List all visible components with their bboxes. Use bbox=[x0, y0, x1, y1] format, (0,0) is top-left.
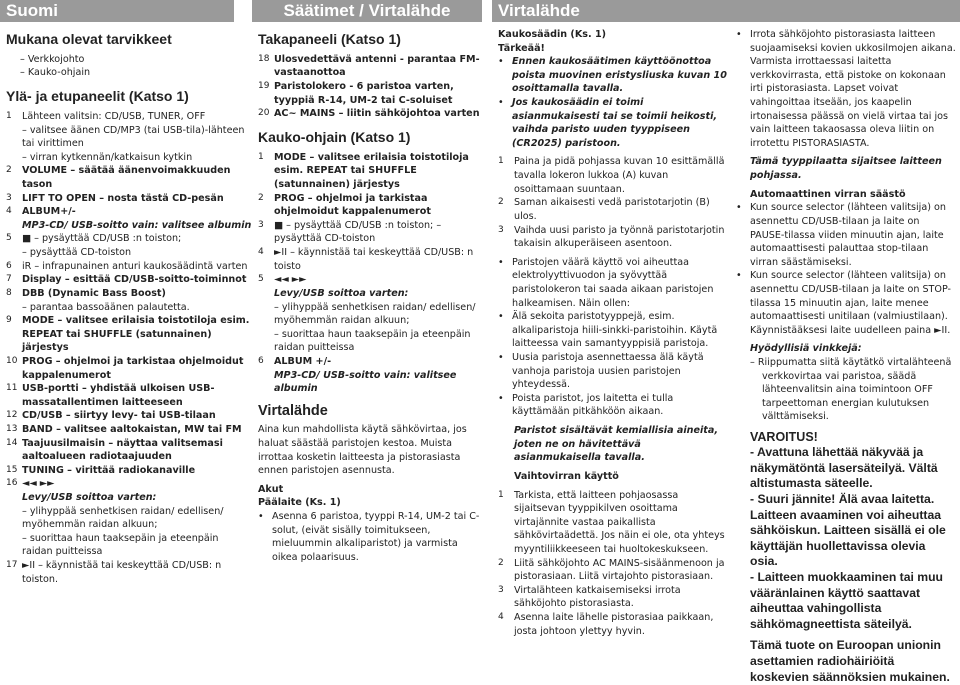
tips-text: – Riippumatta siitä käytätkö virtalähteenä verkkovirtaa vai paristoa, säädä lähteenvalitsin aina toimintoon OFF tarpeettoman energian kulutuksen välttämiseksi. bbox=[736, 356, 956, 424]
accessories-title: Mukana olevat tarvikkeet bbox=[6, 31, 172, 47]
item-text: – ylihyppää senhetkisen raidan/ edellisen/ myöhemmän raidan alkuun; bbox=[22, 505, 224, 531]
warning-line: - Avattuna lähettää näkyvää ja näkymätöntä lasersäteilyä. Vältä altistumasta säteelle. bbox=[750, 445, 938, 491]
section-header-virtalahde: Virtalähde bbox=[492, 0, 960, 22]
item-number: 1 bbox=[498, 156, 504, 167]
list-item bbox=[258, 287, 482, 301]
item-number: 11 bbox=[6, 383, 18, 394]
item-number: 16 bbox=[6, 478, 18, 489]
item-text: ►II – käynnistää tai keskeyttää CD/USB: n toisto bbox=[274, 247, 474, 272]
list-item bbox=[6, 232, 252, 246]
item-number: 19 bbox=[258, 81, 270, 92]
list-item bbox=[6, 505, 252, 532]
remote-label: Kaukosäädin (Ks. 1) bbox=[498, 29, 607, 40]
item-text: Taajuusilmaisin – näyttaa valitsemasi aaltoalueen radiotaajuuden bbox=[22, 437, 223, 463]
auto-standby-list bbox=[736, 201, 956, 337]
item-text: ◄◄ ►► bbox=[274, 274, 307, 286]
power-title: Virtalähde bbox=[258, 402, 328, 419]
item-text: ►II – käynnistää tai keskeyttää CD/USB: n toiston. bbox=[22, 560, 222, 585]
item-text: Liitä sähköjohto AC MAINS-sisäänmenoon ja pistorasiaan. Liitä virtajohto pistorasiaan. bbox=[514, 557, 725, 583]
item-text: – ylihyppää senhetkisen raidan/ edellisen/ myöhemmän raidan alkuun; bbox=[274, 301, 476, 327]
list-item bbox=[736, 269, 956, 337]
important-label: Tärkeää! bbox=[498, 42, 545, 54]
item-number bbox=[6, 301, 22, 315]
item-number: 3 bbox=[6, 192, 12, 203]
item-number: 4 bbox=[258, 247, 264, 258]
list-item bbox=[258, 151, 482, 192]
item-number: 6 bbox=[258, 355, 264, 366]
item-number bbox=[6, 505, 22, 532]
item-number bbox=[6, 246, 22, 260]
rear-panel-title: Takapaneeli (Katso 1) bbox=[258, 31, 401, 47]
item-text: Ulosvedettävä antenni - parantaa FM-vastaanottoa bbox=[274, 53, 480, 79]
item-text: iR – infrapunainen anturi kaukosäädintä varten bbox=[22, 260, 248, 272]
item-number: 6 bbox=[6, 260, 12, 271]
list-item bbox=[258, 355, 482, 369]
list-item: • Irrota sähköjohto pistorasiasta laitteen suojaamiseksi kovien ukkosilmojen aikana. Varmista irrottaessasi laitetta verkkovirrasta, että pistoke on kokonaan irti pistorasiasta. Lapset voivat vahingoittaa itseään, jos kaapelin irtonaisessa päässä on vielä virtaa tai jos vain laitteen takaosassa oleva liitin on irrotettu PISTORASIASTA. bbox=[736, 29, 956, 149]
ac-steps bbox=[498, 489, 728, 639]
item-text: – valitsee äänen CD/MP3 (tai USB-tila)-lähteen tai virittimen bbox=[22, 124, 245, 150]
panel-title: Ylä- ja etupaneelit (Katso 1) bbox=[6, 88, 189, 105]
auto-standby-title: Automaattinen virran säästö bbox=[750, 188, 906, 200]
item-text: PROG – ohjelmoi ja tarkistaa ohjelmoidut kappalenumerot bbox=[22, 355, 244, 381]
bullet-icon: • bbox=[498, 56, 504, 68]
list-item bbox=[6, 151, 252, 165]
list-item bbox=[498, 310, 728, 351]
item-number: 5 bbox=[258, 274, 264, 285]
control-list bbox=[6, 110, 252, 586]
remote-control-list bbox=[258, 151, 482, 396]
bullet-icon: • bbox=[498, 311, 504, 323]
item-text: Älä sekoita paristotyyppejä, esim. alkaliparistoja hiili-sinkki-paristoihin. Käytä laitteessa vain samantyyppisiä paristoja. bbox=[512, 311, 718, 350]
warning-line: Tämä tuote on Euroopan unionin asettamien radiohäiriöitä koskevien säännöksien mukainen. bbox=[750, 638, 950, 684]
item-number: 12 bbox=[6, 410, 18, 421]
bullet-icon: • bbox=[498, 352, 504, 364]
battery-steps bbox=[498, 155, 728, 250]
bullet-icon: • bbox=[498, 256, 504, 268]
list-item bbox=[498, 224, 728, 251]
list-item bbox=[498, 155, 728, 196]
item-text: Poista paristot, jos laitetta ei tulla käyttämään pitkähköön aikaan. bbox=[512, 392, 674, 418]
list-item bbox=[498, 611, 728, 638]
item-number: 1 bbox=[498, 489, 504, 500]
item-text: ALBUM +/- bbox=[274, 355, 332, 367]
list-item bbox=[6, 110, 252, 124]
item-number: 7 bbox=[6, 274, 12, 285]
item-number: 8 bbox=[6, 287, 12, 298]
item-text: Tarkista, että laitteen pohjaosassa sijaitsevan tyyppikilven osoittama virtajännite vastaa paikallista sähkövirtaädettä. Jos näin ei ole, ota yhteys myyntiliikkeeseen tai huoltokeskukseen. bbox=[514, 489, 725, 555]
plate-note: Tämä tyyppilaatta sijaitsee laitteen pohjassa. bbox=[750, 156, 942, 182]
column-remote-power bbox=[498, 28, 728, 638]
item-text: Kun source selector (lähteen valitsija) on asennettu CD/USB-tilaan ja laite on PAUSE-tilassa viiden minuutin ajan, laite automaattisesti palauttaa stop-tilaan virran säästämiseksi. bbox=[750, 202, 946, 268]
item-number: 15 bbox=[6, 464, 18, 475]
item-number: 18 bbox=[258, 53, 270, 64]
list-item bbox=[258, 53, 482, 80]
item-text: Levy/USB soittoa varten: bbox=[22, 492, 157, 504]
list-item bbox=[6, 355, 252, 382]
section-header-suomi: Suomi bbox=[0, 0, 234, 22]
list-item bbox=[498, 557, 728, 584]
item-text: DBB (Dynamic Bass Boost) bbox=[22, 287, 166, 299]
batteries-subtitle: Päälaite (Ks. 1) bbox=[258, 497, 341, 509]
item-number: 9 bbox=[6, 315, 12, 326]
list-item bbox=[498, 584, 728, 611]
list-item bbox=[6, 219, 252, 233]
item-number: 1 bbox=[6, 110, 12, 121]
list-item bbox=[258, 80, 482, 107]
item-number: 4 bbox=[498, 611, 504, 622]
list-item bbox=[258, 246, 482, 273]
list-item bbox=[498, 351, 728, 392]
list-item bbox=[6, 464, 252, 478]
item-text: Jos kaukosäädin ei toimi asianmukaisesti tai se toimii heikosti, vaihda paristo uuden tyyppiseen (CR2025) paristoon. bbox=[512, 97, 717, 149]
item-number: 2 bbox=[6, 165, 12, 176]
item-number: 2 bbox=[498, 197, 504, 208]
item-number: 14 bbox=[6, 437, 18, 448]
item-text: AC~ MAINS – liitin sähköjohtoa varten bbox=[274, 108, 480, 120]
item-text: ■ – pysäyttää CD/USB :n toiston; – pysäyttää CD-toiston bbox=[274, 219, 442, 245]
item-text: Lähteen valitsin: CD/USB, TUNER, OFF bbox=[22, 110, 206, 122]
remote-title: Kauko-ohjain (Katso 1) bbox=[258, 128, 411, 145]
list-item bbox=[258, 219, 482, 246]
warning-list bbox=[736, 445, 956, 685]
list-item bbox=[6, 301, 252, 315]
list-item bbox=[498, 256, 728, 310]
list-item bbox=[258, 369, 482, 396]
item-number bbox=[6, 124, 22, 151]
list-item bbox=[6, 409, 252, 423]
bullet-icon: • bbox=[736, 202, 742, 214]
battery-tips bbox=[498, 256, 728, 419]
item-number: 2 bbox=[258, 192, 264, 203]
list-item bbox=[6, 246, 252, 260]
list-item bbox=[258, 328, 482, 355]
item-number: 3 bbox=[498, 224, 504, 235]
list-item bbox=[498, 489, 728, 557]
item-text: Paristolokero - 6 paristoa varten, tyyppiä R-14, UM-2 tai C-soluiset bbox=[274, 81, 454, 106]
list-item bbox=[6, 124, 252, 151]
ac-title: Vaihtovirran käyttö bbox=[514, 470, 619, 482]
item-text: Kun source selector (lähteen valitsija) on asennettu CD/USB-tilaan ja laite on STOP-tilassa 15 minuutin ajan, laite menee automaattisesti unitilaan (valmiustilaan). Käynnistääksesi laite uudelleen paina ►II. bbox=[750, 270, 952, 336]
batteries-title: Akut bbox=[258, 483, 284, 495]
item-number bbox=[258, 328, 274, 355]
item-number bbox=[258, 287, 274, 301]
item-text: MODE – valitsee erilaisia toistotiloja esim. REPEAT tai SHUFFLE (satunnainen) järjestys bbox=[274, 151, 469, 191]
list-item bbox=[498, 55, 728, 96]
list-item bbox=[6, 192, 252, 206]
item-number bbox=[6, 219, 22, 233]
list-item: – Verkkojohto bbox=[6, 53, 252, 67]
rear-panel-list bbox=[258, 53, 482, 121]
item-text: VOLUME – säätää äänenvoimakkuuden tason bbox=[22, 165, 231, 191]
list-item bbox=[498, 196, 728, 223]
list-item bbox=[6, 477, 252, 491]
item-text: Saman aikaisesti vedä paristotarjotin (B) ulos. bbox=[514, 197, 710, 222]
item-text: TUNING – virittää radiokanaville bbox=[22, 464, 196, 476]
item-number bbox=[6, 532, 22, 559]
chemical-note: Paristot sisältävät kemiallisia aineita, joten ne on hävitettävä asianmukaisella tavalla. bbox=[514, 425, 718, 464]
item-number: 4 bbox=[6, 206, 12, 217]
list-item bbox=[6, 532, 252, 559]
list-item bbox=[498, 392, 728, 419]
list-item bbox=[498, 96, 728, 150]
item-text: LIFT TO OPEN – nosta tästä CD-pesän bbox=[22, 192, 224, 204]
bullet-icon: • bbox=[736, 270, 742, 282]
tips-title: Hyödyllisiä vinkkejä: bbox=[750, 343, 862, 355]
item-text: Asenna laite lähelle pistorasiaa paikkaan, josta johtoon ylettyy hyvin. bbox=[514, 611, 714, 637]
list-item bbox=[258, 107, 482, 121]
item-number: 17 bbox=[6, 560, 18, 571]
item-text: PROG – ohjelmoi ja tarkistaa ohjelmoidut kappalenumerot bbox=[274, 192, 431, 218]
list-item: • Asenna 6 paristoa, tyyppi R-14, UM-2 tai C-solut, (eivät sisälly toimitukseen, mieluummin alkaliparistot) ja varmista oikea polaarisuus. bbox=[258, 511, 480, 563]
list-item bbox=[6, 287, 252, 301]
item-text: BAND – valitsee aaltokaistan, MW tai FM bbox=[22, 423, 242, 435]
item-number: 3 bbox=[498, 584, 504, 595]
item-text: Uusia paristoja asennettaessa älä käytä vanhoja paristoja uusien paristojen yhteydessä. bbox=[512, 352, 704, 391]
item-text: USB-portti – yhdistää ulkoisen USB-massatallentimen laitteeseen bbox=[22, 383, 215, 408]
item-number bbox=[258, 301, 274, 328]
power-text: Aina kun mahdollista käytä sähkövirtaa, jos haluat säästää paristojen kestoa. Muista irrottaa kosketin laitteesta ja pistorasiasta ennen paristojen asennusta. bbox=[258, 424, 467, 477]
item-text: – virran kytkennän/katkaisun kytkin bbox=[22, 151, 193, 163]
list-item bbox=[258, 192, 482, 219]
item-text: – suorittaa haun taaksepäin ja eteenpäin raidan puitteissa bbox=[274, 328, 471, 354]
list-item bbox=[6, 164, 252, 191]
item-text: Virtalähteen katkaisemiseksi irrota sähköjohto pistorasiasta. bbox=[514, 584, 681, 610]
item-text: ■ – pysäyttää CD/USB :n toiston; bbox=[22, 233, 182, 245]
column-rear-remote bbox=[258, 28, 482, 564]
bullet-icon: • bbox=[498, 392, 504, 404]
item-text: – parantaa bassoäänen palautetta. bbox=[22, 301, 190, 313]
item-text: Paina ja pidä pohjassa kuvan 10 esittämällä tavalla lokeron lukkoa (A) kuvan osoittamaan suuntaan. bbox=[514, 156, 725, 195]
item-number bbox=[6, 491, 22, 505]
list-item: – Kauko-ohjain bbox=[6, 66, 252, 80]
list-item bbox=[6, 273, 252, 287]
list-item bbox=[6, 559, 252, 586]
item-number: 13 bbox=[6, 423, 18, 434]
item-text: Paristojen väärä käyttö voi aiheuttaa elektrolyyttivuodon ja syövyttää paristolokeron tai saada aikaan paristojen halkeamisen. Näin ollen: bbox=[512, 256, 714, 309]
list-item bbox=[736, 201, 956, 269]
item-text: MODE – valitsee erilaisia toistotiloja esim. REPEAT tai SHUFFLE (satunnainen) järjestys bbox=[22, 315, 250, 354]
warning-title: VAROITUS! bbox=[750, 430, 818, 445]
item-number: 5 bbox=[6, 233, 12, 244]
item-number bbox=[258, 369, 274, 396]
item-text: Ennen kaukosäätimen käyttöönottoa poista muovinen eristysliuska kuvan 10 osoittamalla tavalla. bbox=[512, 56, 727, 95]
list-item bbox=[258, 301, 482, 328]
item-text: Display – esittää CD/USB-soitto-toiminnot bbox=[22, 274, 247, 286]
section-header-saatimet: Säätimet / Virtalähde bbox=[252, 0, 482, 22]
list-item bbox=[6, 437, 252, 464]
item-number bbox=[6, 151, 22, 165]
item-text: – suorittaa haun taaksepäin ja eteenpäin raidan puitteissa bbox=[22, 532, 219, 558]
list-item bbox=[6, 491, 252, 505]
list-item bbox=[258, 273, 482, 287]
item-text: MP3-CD/ USB-soitto vain: valitsee albumin bbox=[274, 369, 457, 395]
column-accessories-panels bbox=[6, 28, 252, 586]
item-text: ALBUM+/- bbox=[22, 206, 76, 218]
list-item bbox=[6, 423, 252, 437]
item-number: 1 bbox=[258, 151, 264, 162]
list-item bbox=[6, 382, 252, 409]
bullet-icon: • bbox=[498, 97, 504, 109]
item-text: – pysäyttää CD-toiston bbox=[22, 247, 132, 259]
item-text: CD/USB – siirtyy levy- tai USB-tilaan bbox=[22, 410, 216, 422]
item-number: 3 bbox=[258, 219, 264, 230]
warning-line: - Laitteen muokkaaminen tai muu vääränlainen käyttö saattavat aiheuttaa vahingollista sähkömagneettista säteilyä. bbox=[750, 569, 944, 631]
list-item bbox=[6, 260, 252, 274]
warning-line: - Suuri jännite! Älä avaa laitetta. Laitteen avaaminen voi aiheuttaa sähköiskun. Laitteen sisällä ei ole käyttäjän huollettavissa olevia osia. bbox=[750, 491, 946, 569]
list-item bbox=[6, 314, 252, 355]
item-text: ◄◄ ►► bbox=[22, 478, 55, 490]
item-number: 10 bbox=[6, 355, 18, 366]
item-number: 20 bbox=[258, 108, 270, 119]
list-item bbox=[6, 205, 252, 219]
item-number: 2 bbox=[498, 557, 504, 568]
item-text: Levy/USB soittoa varten: bbox=[274, 287, 409, 299]
item-text: Vaihda uusi paristo ja työnnä paristotarjotin takaisin alkuperäiseen asentoon. bbox=[514, 224, 725, 250]
column-warnings bbox=[736, 28, 956, 685]
important-list bbox=[498, 55, 728, 150]
item-text: MP3-CD/ USB-soitto vain: valitsee albumin bbox=[22, 219, 252, 231]
